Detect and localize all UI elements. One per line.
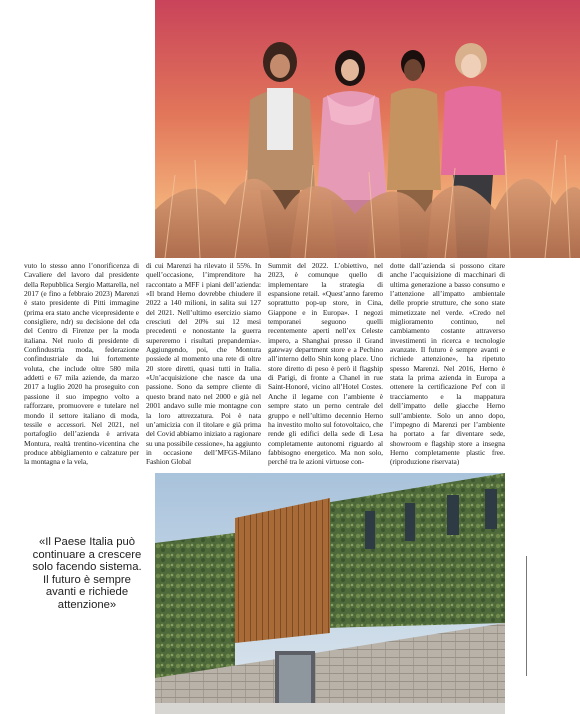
article-column-1: vuto lo stesso anno l’onorificenza di Cavaliere del lavoro dal presidente della Repubblica Sergio Mattarella, nel 2017 (e fino a febbraio 2023) Marenzi è stato presidente di Pitti immagine (prima era stato anche vicepresidente e consigliere, ndr) su decisione del cda del Centro di Firenze per la moda italiana. Nel ruolo di presidente di Confindustria moda, federazione confindustriale da lui fortemente voluta, che include oltre 580 mila addetti e 67 mila aziende, da marzo 2017 a luglio 2020 ha proseguito con passione il suo impegno volto a rafforzare, promuovere e tutelare nel mondo il settore italiano di moda, tessile e accessori. Nel 2021, nel portafoglio dell’azienda è arrivata Montura, realtà trentino-vicentina che produce abbigliamento e calzature per la montagna e la vela,: [24, 261, 139, 467]
pull-quote: «Il Paese Italia può continuare a crescere solo facendo sistema. Il futuro è sempre avanti e richiede attenzione»: [32, 536, 142, 611]
building-green-wall-photo: [155, 473, 505, 714]
article-column-3: Summit del 2022. L’obiettivo, nel 2023, è comunque quello di implementare la strategia di espansione retail. «Quest’anno faremo soprattutto pop-up store, in Cina, Giappone e in Europa». I negozi temporanei seguono quelli recentemente aperti nell’ex Celeste impero, a Shanghai presso il Grand gateway department store e a Pechino all’interno dello Shin kong place. Uno store diretto di peso è però il flagship di Parigi, di fronte a Chanel in rue Saint-Honoré, vicino all’Hotel Costes. Anche il legame con l’ambiente è sempre stato un perno centrale del gruppo e nell’ultimo decennio Herno ha investito molto sul fotovoltaico, che rende gli edifici della sede di Lesa completamente autonomi riguardo al fabbisogno energetico. Ma non solo, perché tra le azioni virtuose con-: [268, 261, 383, 467]
page-edge-rule: [526, 556, 527, 676]
article-column-4: dotte dall’azienda si possono citare anche l’acquisizione di macchinari di ultima generazione a basso consumo e l’attenzione all’impatto ambientale delle proprie strutture, che sono state mimetizzate nel verde. «Credo nel miglioramento continuo, nel cambiamento costante attraverso investimenti in ricerca e tecnologie avanzate. Il futuro è sempre avanti e richiede attenzione», ha ripetuto spesso Marenzi. Nel 2016, Herno è stata la prima azienda in Europa a ottenere la certificazione Pef con il tracciamento e la mappatura dell’impatto delle giacche Herno sull’ambiente. Solo un anno dopo, l’impegno di Marenzi per l’ambiente ha portato a far diventare sede, showroom e flagship store a insegna Herno completamente plastic free. (riproduzione riservata): [390, 261, 505, 467]
article-body: [24, 261, 506, 475]
fashion-models-photo: [155, 0, 580, 258]
article-column-2: di cui Marenzi ha rilevato il 55%. In quell’occasione, l’imprenditore ha raccontato a MFF i piani dell’azienda: «Il brand Herno dovrebbe chiudere il 2022 a 140 milioni, in salita sui 127 del 2021. Nell’ultimo esercizio siamo cresciuti del 20% sui 12 mesi precedenti e nonostante la guerra supereremo i risultati prepandemia». Aggiungendo, poi, che Montura possiede al momento una rete di oltre 20 store diretti, quasi tutti in Italia. «Un’acquisizione che nasce da una passione. Sono da sempre cliente di questo brand nato nel 2000 e già nel 2001 andavo sulle mie montagne con la loro attrezzatura. Poi è nata un’amicizia con il titolare e già prima del Covid abbiamo iniziato a ragionare su una possibile cessione», ha aggiunto in occasione dell’MFGS-Milano Fashion Global: [146, 261, 261, 467]
